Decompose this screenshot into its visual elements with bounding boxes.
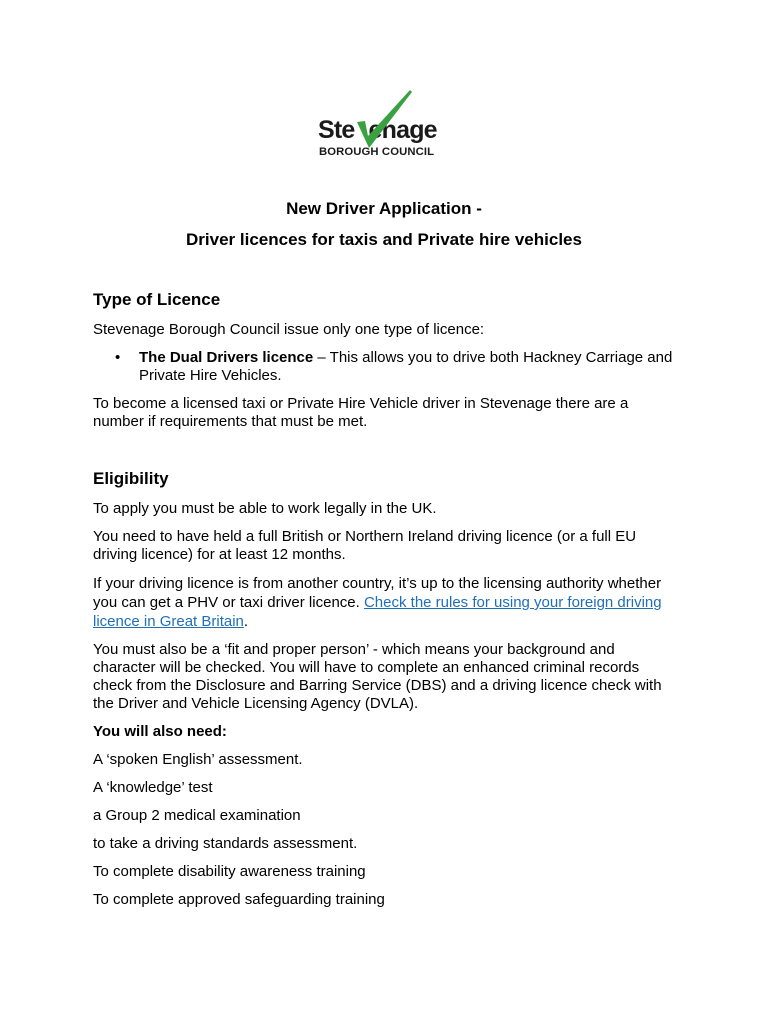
foreign-licence-rules-link[interactable]: Check the rules for using your foreign driving licence in Great Britain bbox=[93, 594, 662, 630]
logo-wordmark: Ste enage bbox=[318, 116, 437, 144]
eligibility-paragraph: If your driving licence is from another country, it’s up to the licensing authority whether you can get a PHV or taxi driver licence. Check the rules for using your foreign driving licence in Great Britain. bbox=[93, 575, 662, 630]
type-of-licence-intro: Stevenage Borough Council issue only one type of licence: bbox=[93, 321, 485, 338]
requirement-item: To complete approved safeguarding training bbox=[93, 891, 385, 908]
requirement-item: A ‘knowledge’ test bbox=[93, 779, 213, 796]
requirements-heading: You will also need: bbox=[93, 723, 227, 740]
eligibility-heading: Eligibility bbox=[93, 469, 169, 488]
eligibility-paragraph: You need to have held a full British or Northern Ireland driving licence (or a full EU driving licence) for at least 12 months. bbox=[93, 528, 637, 563]
requirement-item: a Group 2 medical examination bbox=[93, 807, 301, 824]
type-of-licence-heading: Type of Licence bbox=[93, 290, 221, 309]
licence-name: The Dual Drivers licence bbox=[139, 349, 314, 366]
stevenage-logo bbox=[316, 88, 456, 162]
requirement-item: to take a driving standards assessment. bbox=[93, 835, 358, 852]
type-of-licence-outro: To become a licensed taxi or Private Hire Vehicle driver in Stevenage there are a number if requirements that must be met. bbox=[93, 395, 629, 430]
eligibility-paragraph: You must also be a ‘fit and proper person’ - which means your background and character will be checked. You will have to complete an enhanced criminal records check from the Disclosure and Barring Service (DBS) and a driving licence check with the Driver and Vehicle Licensing Agency (DVLA). bbox=[93, 641, 662, 712]
requirement-item: To complete disability awareness training bbox=[93, 863, 366, 880]
page-title: New Driver Application - bbox=[286, 199, 482, 218]
requirement-item: A ‘spoken English’ assessment. bbox=[93, 751, 303, 768]
licence-description: – This allows you to drive both Hackney Carriage and Private Hire Vehicles. bbox=[139, 349, 673, 384]
bullet-icon: • bbox=[115, 349, 121, 366]
page-subtitle: Driver licences for taxis and Private hire vehicles bbox=[186, 230, 582, 249]
main-content bbox=[93, 290, 678, 909]
list-item bbox=[93, 349, 678, 385]
licence-list bbox=[93, 349, 678, 385]
eligibility-paragraph: To apply you must be able to work legally in the UK. bbox=[93, 500, 437, 517]
logo-subtitle: BOROUGH COUNCIL bbox=[319, 146, 435, 158]
